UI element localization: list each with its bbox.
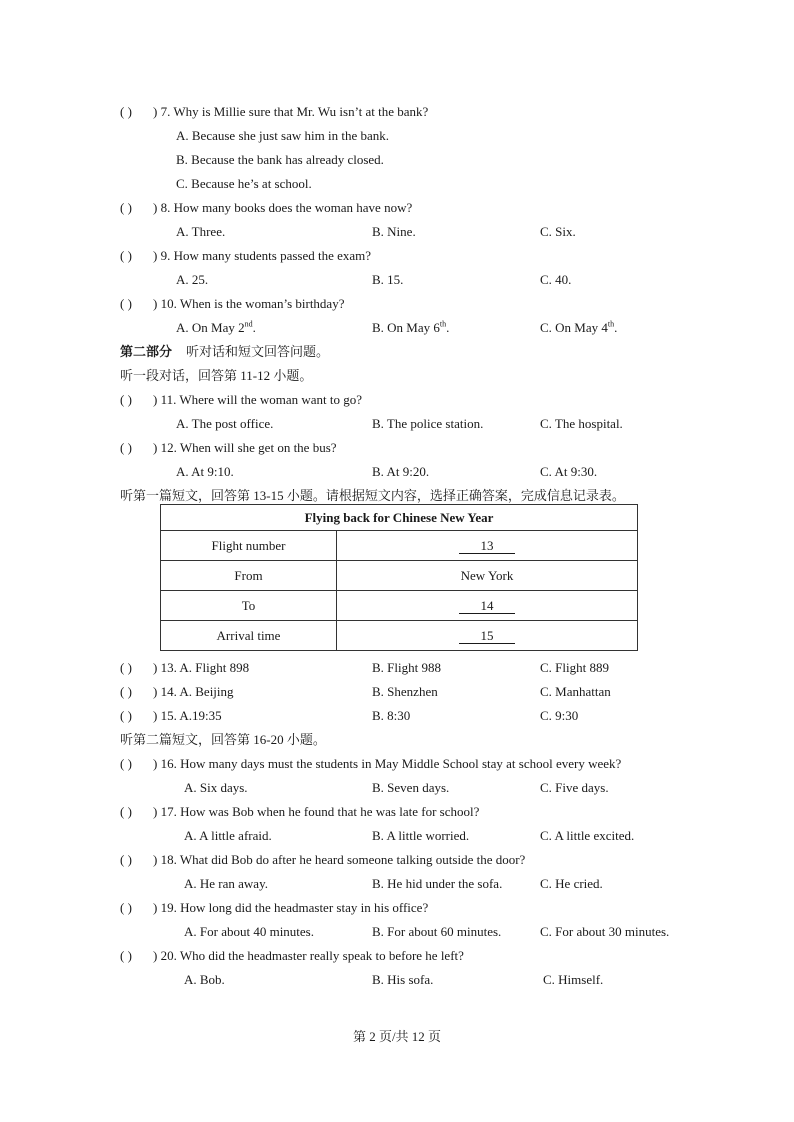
- option-b: B. The police station.: [372, 416, 484, 431]
- option-c: C. The hospital.: [540, 416, 623, 431]
- answer-blank[interactable]: ( ): [120, 392, 132, 407]
- info-record-table: [160, 504, 638, 651]
- option-a: A. Three.: [176, 224, 226, 239]
- question-stem: ) 9. How many students passed the exam?: [153, 248, 372, 263]
- table-value: [337, 591, 638, 621]
- answer-blank[interactable]: ( ): [120, 248, 132, 263]
- table-label: Arrival time: [161, 621, 337, 651]
- table-label: From: [161, 561, 337, 591]
- option-b: B. Because the bank has already closed.: [176, 152, 384, 167]
- question-stem: ) 17. How was Bob when he found that he was late for school?: [153, 804, 480, 819]
- option-a: A. Because she just saw him in the bank.: [176, 128, 390, 143]
- option-b: B. His sofa.: [372, 972, 434, 987]
- answer-blank[interactable]: ( ): [120, 852, 132, 867]
- table-value: [337, 621, 638, 651]
- option-c: C. A little excited.: [540, 828, 635, 843]
- option-b: B. For about 60 minutes.: [372, 924, 502, 939]
- table-row: [161, 621, 638, 651]
- option-b: B. At 9:20.: [372, 464, 430, 479]
- passage-1-instruction: 听第一篇短文，回答第 13-15 小题。请根据短文内容，选择正确答案，完成信息记录表。: [120, 488, 625, 503]
- option-c: C. On May 4th.: [540, 319, 618, 335]
- option-a: A. Six days.: [184, 780, 248, 795]
- answer-blank[interactable]: ( ): [120, 708, 132, 723]
- option-c: C. Himself.: [543, 972, 604, 987]
- table-label: To: [161, 591, 337, 621]
- answer-blank[interactable]: ( ): [120, 296, 132, 311]
- answer-blank[interactable]: ( ): [120, 200, 132, 215]
- answer-blank[interactable]: ( ): [120, 756, 132, 771]
- answer-blank[interactable]: ( ): [120, 948, 132, 963]
- part-2-heading: 第二部分 听对话和短文回答问题。: [120, 344, 330, 359]
- question-stem: ) 15. A.19:35: [153, 708, 222, 723]
- passage-2-instruction: 听第二篇短文，回答第 16-20 小题。: [120, 732, 326, 747]
- option-b: B. Shenzhen: [372, 684, 438, 699]
- question-stem: ) 19. How long did the headmaster stay in his office?: [153, 900, 429, 915]
- answer-blank[interactable]: ( ): [120, 660, 132, 675]
- option-c: C. Five days.: [540, 780, 609, 795]
- answer-blank-14[interactable]: 14: [459, 599, 515, 614]
- option-b: B. He hid under the sofa.: [372, 876, 503, 891]
- option-c: C. Because he’s at school.: [176, 176, 312, 191]
- table-row: [161, 531, 638, 561]
- answer-blank-15[interactable]: 15: [459, 629, 515, 644]
- answer-blank[interactable]: ( ): [120, 804, 132, 819]
- option-c: C. Manhattan: [540, 684, 611, 699]
- table-value: [337, 531, 638, 561]
- question-stem: ) 11. Where will the woman want to go?: [153, 392, 363, 407]
- option-b: B. Nine.: [372, 224, 416, 239]
- option-c: C. At 9:30.: [540, 464, 598, 479]
- option-a: A. A little afraid.: [184, 828, 272, 843]
- dialog-1-instruction: 听一段对话，回答第 11-12 小题。: [120, 368, 313, 383]
- page-footer: 第 2 页/共 12 页: [352, 1029, 442, 1044]
- question-stem: ) 16. How many days must the students in May Middle School stay at school every week?: [153, 756, 622, 771]
- answer-blank[interactable]: ( ): [120, 684, 132, 699]
- table-row: [161, 591, 638, 621]
- option-b: B. 8:30: [372, 708, 411, 723]
- option-c: C. For about 30 minutes.: [540, 924, 670, 939]
- question-stem: ) 12. When will she get on the bus?: [153, 440, 337, 455]
- answer-blank-13[interactable]: 13: [459, 539, 515, 554]
- answer-blank[interactable]: ( ): [120, 104, 132, 119]
- question-stem: ) 20. Who did the headmaster really speak to before he left?: [153, 948, 464, 963]
- option-a: A. He ran away.: [184, 876, 268, 891]
- table-title: Flying back for Chinese New Year: [161, 505, 638, 531]
- option-c: C. Six.: [540, 224, 576, 239]
- question-stem: ) 13. A. Flight 898: [153, 660, 250, 675]
- answer-blank[interactable]: ( ): [120, 440, 132, 455]
- option-c: C. 40.: [540, 272, 572, 287]
- option-b: B. A little worried.: [372, 828, 470, 843]
- answer-blank[interactable]: ( ): [120, 900, 132, 915]
- table-label: Flight number: [161, 531, 337, 561]
- table-row: [161, 561, 638, 591]
- option-b: B. Seven days.: [372, 780, 450, 795]
- question-stem: ) 18. What did Bob do after he heard someone talking outside the door?: [153, 852, 526, 867]
- option-b: B. Flight 988: [372, 660, 441, 675]
- option-a: A. 25.: [176, 272, 209, 287]
- option-a: A. The post office.: [176, 416, 274, 431]
- question-stem: ) 10. When is the woman’s birthday?: [153, 296, 345, 311]
- option-a: A. At 9:10.: [176, 464, 234, 479]
- option-c: C. 9:30: [540, 708, 579, 723]
- table-value: New York: [337, 561, 638, 591]
- option-a: A. On May 2nd.: [176, 319, 256, 335]
- question-stem: ) 14. A. Beijing: [153, 684, 234, 699]
- question-stem: ) 8. How many books does the woman have now?: [153, 200, 413, 215]
- option-b: B. On May 6th.: [372, 319, 450, 335]
- option-a: A. For about 40 minutes.: [184, 924, 314, 939]
- option-c: C. Flight 889: [540, 660, 609, 675]
- option-c: C. He cried.: [540, 876, 603, 891]
- option-b: B. 15.: [372, 272, 404, 287]
- question-stem: ) 7. Why is Millie sure that Mr. Wu isn’t at the bank?: [153, 104, 429, 119]
- option-a: A. Bob.: [184, 972, 225, 987]
